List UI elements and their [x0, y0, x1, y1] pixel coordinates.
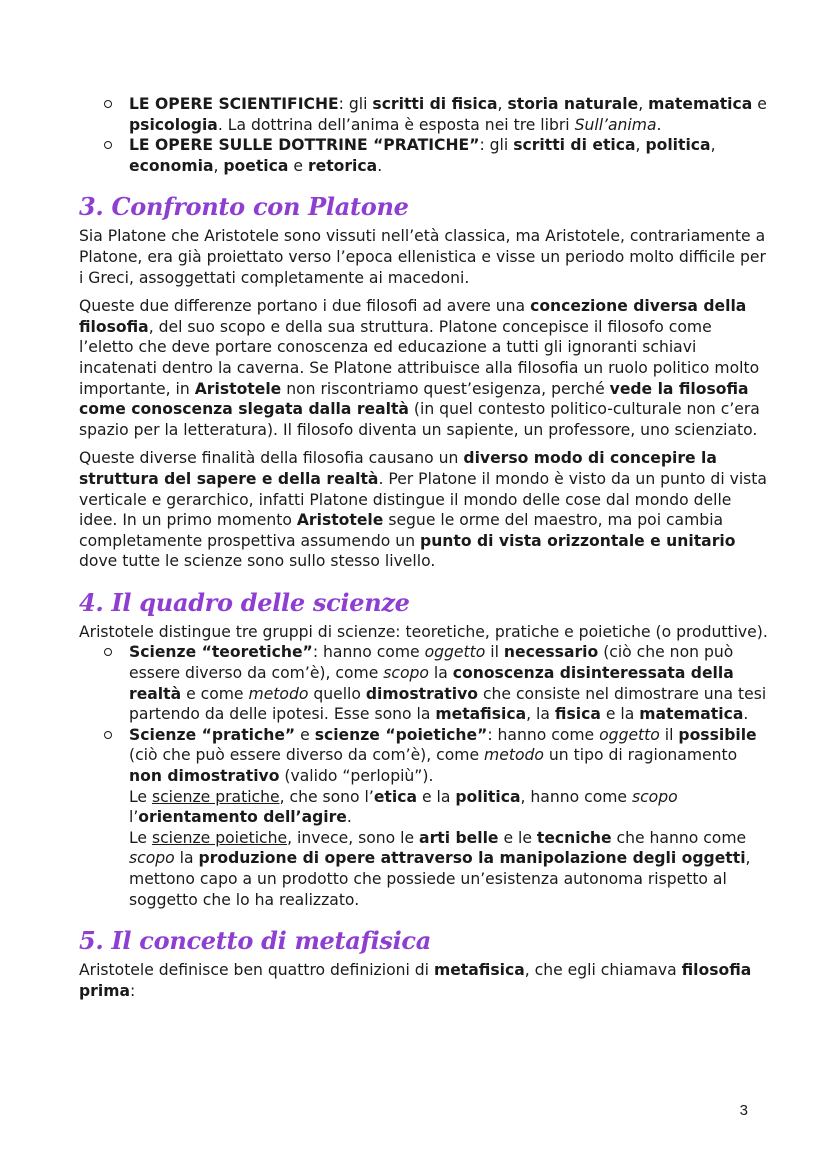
list-item: Scienze “teoretiche”: hanno come oggetto il necessario (ciò che non può essere diverso da com’è), come scopo la conoscenza disinteressata della realtà e come metodo quello dimostrativo che consiste nel dimostrare una tesi partendo da delle ipotesi. Esse sono la metafisica, la fisica e la matematica.	[129, 642, 768, 724]
works-list	[79, 94, 768, 176]
list-item: LE OPERE SULLE DOTTRINE “PRATICHE”: gli scritti di etica, politica, economia, poetica e retorica.	[129, 135, 768, 176]
section-heading: 5. Il concetto di metafisica	[79, 926, 431, 956]
list-item: Scienze “pratiche” e scienze “poietiche”: hanno come oggetto il possibile (ciò che può essere diverso da com’è), come metodo un tipo di ragionamento non dimostrativo (valido “perlopiù”). Le scienze pratiche, che sono l’etica e la politica, hanno come scopo l’orientamento dell’agire. Le scienze poietiche, invece, sono le arti belle e le tecniche che hanno come scopo la produzione di opere attraverso la manipolazione degli oggetti, mettono capo a un prodotto che possiede un’esistenza autonoma rispetto al soggetto che lo ha realizzato.	[129, 725, 768, 910]
bullet-icon	[104, 100, 112, 108]
bullet-icon	[104, 141, 112, 149]
paragraph: Sia Platone che Aristotele sono vissuti nell’età classica, ma Aristotele, contrariamente a Platone, era già proiettato verso l’epoca ellenistica e visse un periodo molto difficile per i Greci, assoggettati completamente ai macedoni.	[79, 227, 766, 287]
paragraph: Aristotele definisce ben quattro definizioni di metafisica, che egli chiamava filosofia prima:	[79, 961, 752, 1000]
list-item: LE OPERE SCIENTIFICHE: gli scritti di fisica, storia naturale, matematica e psicologia. La dottrina dell’anima è esposta nei tre libri Sull’anima.	[129, 94, 768, 135]
bullet-icon	[104, 731, 112, 739]
section-heading: 4. Il quadro delle scienze	[79, 587, 410, 617]
bullet-icon	[104, 648, 112, 656]
paragraph: Aristotele distingue tre gruppi di scienze: teoretiche, pratiche e poietiche (o produttive).	[79, 622, 768, 641]
page-number: 3	[739, 1102, 748, 1119]
section-heading: 3. Confronto con Platone	[79, 192, 409, 222]
paragraph: Queste diverse finalità della filosofia causano un diverso modo di concepire la struttura del sapere e della realtà. Per Platone il mondo è visto da un punto di vista verticale e gerarchico, infatti Platone distingue il mondo delle cose dal mondo delle idee. In un primo momento Aristotele segue le orme del maestro, ma poi cambia completamente prospettiva assumendo un punto di vista orizzontale e unitario dove tutte le scienze sono sullo stesso livello.	[79, 449, 767, 571]
sciences-list	[79, 642, 768, 910]
paragraph: Queste due differenze portano i due filosofi ad avere una concezione diversa della filosofia, del suo scopo e della sua struttura. Platone concepisce il filosofo come l’eletto che deve portare conoscenza ed educazione a tutti gli ignoranti schiavi incatenati dentro la caverna. Se Platone attribuisce alla filosofia un ruolo politico molto importante, in Aristotele non riscontriamo quest’esigenza, perché vede la filosofia come conoscenza slegata dalla realtà (in quel contesto politico-culturale non c’era spazio per la letteratura). Il filosofo diventa un sapiente, un professore, uno scienziato.	[79, 297, 760, 439]
